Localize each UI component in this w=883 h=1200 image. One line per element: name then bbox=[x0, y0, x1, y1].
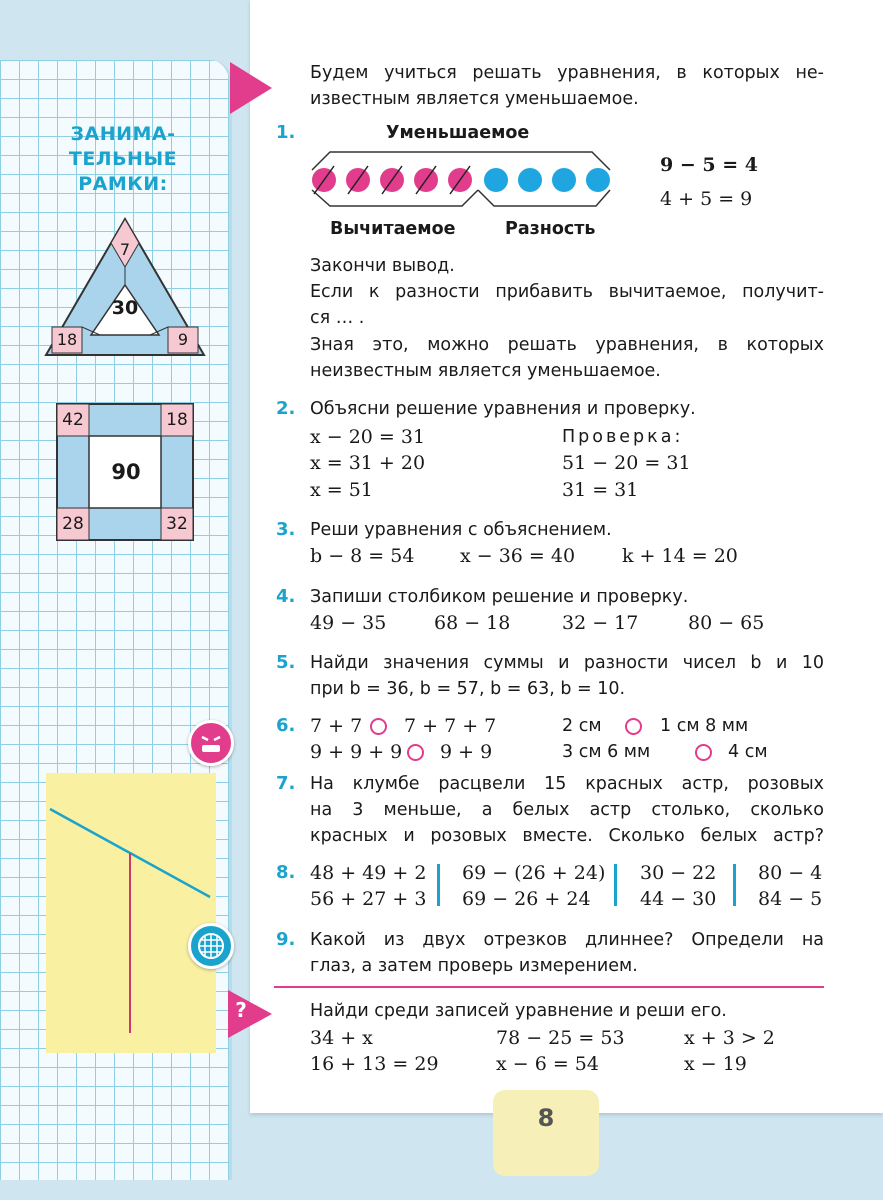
task-8-col1-b: 56 + 27 + 3 bbox=[310, 888, 427, 910]
section-divider bbox=[274, 986, 824, 988]
triangle-right-value: 9 bbox=[177, 330, 189, 349]
task-6-a-left: 7 + 7 bbox=[310, 715, 363, 737]
task-2-check-title: Проверка: bbox=[562, 427, 684, 447]
compare-circle[interactable] bbox=[407, 744, 424, 761]
task-5-number: 5. bbox=[276, 652, 296, 673]
task-3-equation-3: k + 14 = 20 bbox=[622, 545, 738, 567]
task-6-b-right: 9 + 9 bbox=[440, 741, 493, 763]
bonus-row1-c: x + 3 > 2 bbox=[684, 1027, 775, 1049]
task-7-number: 7. bbox=[276, 773, 296, 794]
bonus-row2-b: x − 6 = 54 bbox=[496, 1053, 599, 1075]
conclusion-line-2: ся … . bbox=[310, 308, 365, 328]
intro-line-2: известным является уменьшаемое. bbox=[310, 89, 639, 109]
subtrahend-label: Вычитаемое bbox=[330, 219, 456, 239]
task-6-c-right: 1 см 8 мм bbox=[660, 716, 749, 736]
grid-icon[interactable] bbox=[188, 923, 234, 969]
task-7-line-1: На клумбе расцвели 15 красных астр, розовых bbox=[310, 774, 824, 794]
bonus-row1-b: 78 − 25 = 53 bbox=[496, 1027, 625, 1049]
conclusion-line-1: Если к разности прибавить вычитаемое, получит- bbox=[310, 282, 824, 302]
task-6-number: 6. bbox=[276, 715, 296, 736]
task-8-col1-a: 48 + 49 + 2 bbox=[310, 862, 427, 884]
square-top-right-value: 18 bbox=[166, 410, 188, 430]
compare-circle[interactable] bbox=[695, 744, 712, 761]
task-2-check-2: 31 = 31 bbox=[562, 479, 639, 501]
task-8-col2-b: 69 − 26 + 24 bbox=[462, 888, 591, 910]
bonus-row2-a: 16 + 13 = 29 bbox=[310, 1053, 439, 1075]
conclusion-line-4: неизвестным является уменьшаемое. bbox=[310, 361, 661, 381]
bonus-row2-c: x − 19 bbox=[684, 1053, 747, 1075]
intro-pointer-icon bbox=[230, 62, 274, 114]
smiley-icon-glyph bbox=[191, 723, 231, 763]
minuend-label: Уменьшаемое bbox=[386, 123, 530, 143]
task-9-number: 9. bbox=[276, 929, 296, 950]
task-4-text: Запиши столбиком решение и проверку. bbox=[310, 587, 689, 607]
task-2-solution-3: x = 51 bbox=[310, 479, 373, 501]
square-bottom-left-value: 28 bbox=[62, 514, 84, 534]
task-1-equation-1: 9 − 5 = 4 bbox=[660, 154, 758, 176]
task-4-expression-2: 68 − 18 bbox=[434, 612, 511, 634]
task-5-line-2: при b = 36, b = 57, b = 63, b = 10. bbox=[310, 679, 626, 699]
sidebar-title: ЗАНИМА- ТЕЛЬНЫЕ РАМКИ: bbox=[68, 123, 178, 195]
bonus-text: Найди среди записей уравнение и реши его. bbox=[310, 1001, 727, 1021]
task-3-equation-2: x − 36 = 40 bbox=[460, 545, 576, 567]
task-4-expression-1: 49 − 35 bbox=[310, 612, 387, 634]
task-6-d-left: 3 см 6 мм bbox=[562, 742, 651, 762]
task-7-line-2: на 3 меньше, а белых астр столько, сколько bbox=[310, 800, 824, 820]
task-3-number: 3. bbox=[276, 519, 296, 540]
question-mark: ? bbox=[235, 998, 247, 1022]
task-8-col2-a: 69 − (26 + 24) bbox=[462, 862, 606, 884]
task-8-col4-b: 84 − 5 bbox=[758, 888, 823, 910]
page-number-tab bbox=[493, 1090, 599, 1176]
task-6-c-left: 2 см bbox=[562, 716, 602, 736]
compare-circle[interactable] bbox=[370, 718, 387, 735]
task-9-line-2: глаз, а затем проверь измерением. bbox=[310, 956, 638, 976]
task-2-solution-2: x = 31 + 20 bbox=[310, 452, 426, 474]
triangle-left-value: 18 bbox=[56, 330, 78, 349]
smiley-icon[interactable] bbox=[188, 720, 234, 766]
task-6-a-right: 7 + 7 + 7 bbox=[404, 715, 497, 737]
intro-line-1: Будем учиться решать уравнения, в которых не- bbox=[310, 63, 824, 83]
grid-icon-glyph bbox=[191, 926, 231, 966]
difference-label: Разность bbox=[505, 219, 596, 239]
task-4-expression-4: 80 − 65 bbox=[688, 612, 765, 634]
task-2-solution-1: x − 20 = 31 bbox=[310, 426, 426, 448]
square-bottom-right-value: 32 bbox=[166, 514, 188, 534]
square-top-left-value: 42 bbox=[62, 410, 84, 430]
task-3-equation-1: b − 8 = 54 bbox=[310, 545, 415, 567]
task-4-expression-3: 32 − 17 bbox=[562, 612, 639, 634]
column-divider bbox=[733, 864, 736, 906]
conclusion-line-3: Зная это, можно решать уравнения, в которых bbox=[310, 335, 824, 355]
task-3-text: Реши уравнения с объяснением. bbox=[310, 520, 612, 540]
task-8-number: 8. bbox=[276, 862, 296, 883]
task-2-number: 2. bbox=[276, 398, 296, 419]
task-9-line-1: Какой из двух отрезков длиннее? Определи на bbox=[310, 930, 824, 950]
compare-circle[interactable] bbox=[625, 718, 642, 735]
task-2-check-1: 51 − 20 = 31 bbox=[562, 452, 691, 474]
column-divider bbox=[437, 864, 440, 906]
square-center-value: 90 bbox=[111, 460, 141, 484]
task-4-number: 4. bbox=[276, 586, 296, 607]
conclusion-title: Закончи вывод. bbox=[310, 256, 455, 276]
task-1-number: 1. bbox=[276, 122, 296, 143]
bonus-row1-a: 34 + x bbox=[310, 1027, 373, 1049]
task-5-line-1: Найди значения суммы и разности чисел b и 10 bbox=[310, 653, 824, 673]
task-8-col3-a: 30 − 22 bbox=[640, 862, 717, 884]
dots-diagram bbox=[300, 144, 630, 220]
column-divider bbox=[614, 864, 617, 906]
segments-drawing bbox=[46, 773, 216, 1053]
task-8-col4-a: 80 − 4 bbox=[758, 862, 823, 884]
page-number: 8 bbox=[537, 1104, 555, 1132]
triangle-top-value: 7 bbox=[119, 240, 131, 259]
task-8-col3-b: 44 − 30 bbox=[640, 888, 717, 910]
task-7-line-3: красных и розовых вместе. Сколько белых астр? bbox=[310, 826, 824, 846]
task-2-text: Объясни решение уравнения и проверку. bbox=[310, 399, 696, 419]
task-1-equation-2: 4 + 5 = 9 bbox=[660, 188, 753, 210]
task-6-b-left: 9 + 9 + 9 bbox=[310, 741, 403, 763]
task-6-d-right: 4 см bbox=[728, 742, 768, 762]
triangle-center-value: 30 bbox=[111, 297, 139, 319]
